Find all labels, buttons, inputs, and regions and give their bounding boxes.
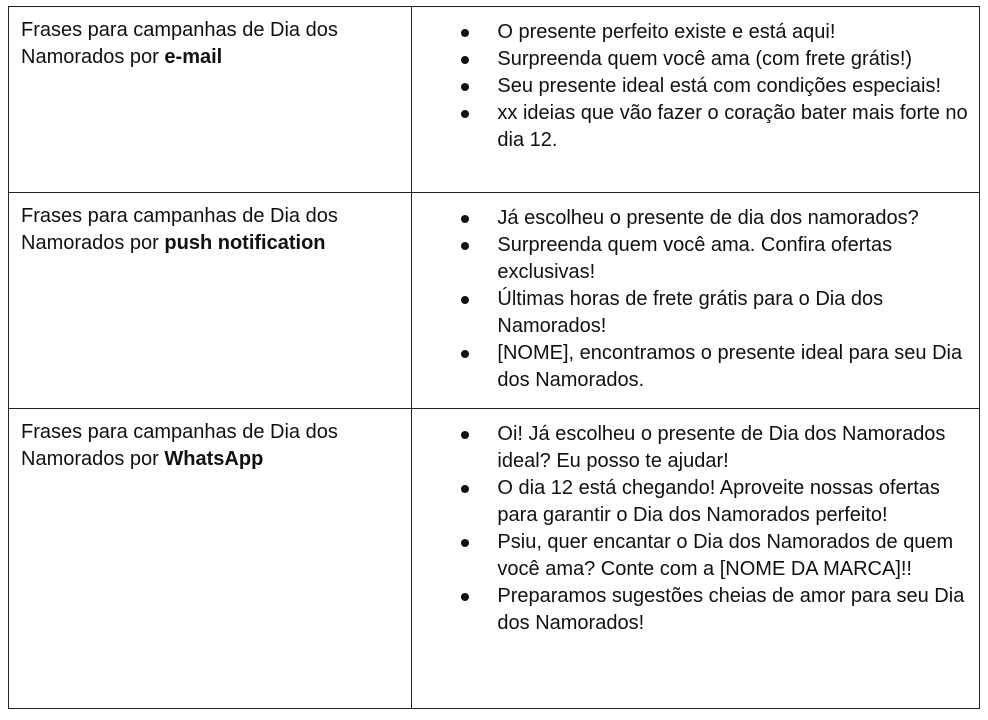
channel-label-cell xyxy=(9,7,412,193)
table-row-push-notification xyxy=(9,193,980,409)
list-item xyxy=(412,286,969,340)
table-row-whatsapp xyxy=(9,409,980,709)
bullet-icon xyxy=(461,350,469,358)
channel-label-cell xyxy=(9,193,412,409)
list-item xyxy=(412,529,969,583)
phrase-list xyxy=(412,421,969,637)
bullet-icon xyxy=(461,431,469,439)
bullet-icon xyxy=(461,83,469,91)
channel-label-text: Frases para campanhas de Dia dos Namorados por xyxy=(21,421,338,470)
phrase-text: Surpreenda quem você ama. Confira ofertas exclusivas! xyxy=(497,234,893,283)
list-item xyxy=(412,475,969,529)
bullet-icon xyxy=(461,29,469,37)
phrase-list xyxy=(412,205,969,394)
channel-label-text: Frases para campanhas de Dia dos Namorados por xyxy=(21,19,338,68)
list-item xyxy=(412,100,969,154)
list-item xyxy=(412,73,969,100)
phrase-text: O presente perfeito existe e está aqui! xyxy=(497,21,836,43)
list-item xyxy=(412,19,969,46)
phrase-list xyxy=(412,19,969,154)
bullet-icon xyxy=(461,215,469,223)
channel-name: e-mail xyxy=(164,46,223,68)
phrase-text: Últimas horas de frete grátis para o Dia dos Namorados! xyxy=(497,288,884,337)
bullet-icon xyxy=(461,485,469,493)
phrases-cell xyxy=(412,193,980,409)
bullet-icon xyxy=(461,296,469,304)
list-item xyxy=(412,205,969,232)
phrase-text: xx ideias que vão fazer o coração bater mais forte no dia 12. xyxy=(497,102,968,151)
channel-label-cell xyxy=(9,409,412,709)
phrase-text: Seu presente ideal está com condições especiais! xyxy=(497,75,941,97)
phrase-text: Preparamos sugestões cheias de amor para seu Dia dos Namorados! xyxy=(497,585,965,634)
phrase-text: Surpreenda quem você ama (com frete grátis!) xyxy=(497,48,913,70)
list-item xyxy=(412,340,969,394)
table-row-email xyxy=(9,7,980,193)
phrase-text: Oi! Já escolheu o presente de Dia dos Namorados ideal? Eu posso te ajudar! xyxy=(497,423,946,472)
bullet-icon xyxy=(461,539,469,547)
phrase-text: Já escolheu o presente de dia dos namorados? xyxy=(497,207,919,229)
phrases-cell xyxy=(412,409,980,709)
phrase-text: [NOME], encontramos o presente ideal para seu Dia dos Namorados. xyxy=(497,342,963,391)
list-item xyxy=(412,421,969,475)
channel-name: push notification xyxy=(164,232,326,254)
bullet-icon xyxy=(461,110,469,118)
channel-label-text: Frases para campanhas de Dia dos Namorados por xyxy=(21,205,338,254)
list-item xyxy=(412,232,969,286)
list-item xyxy=(412,583,969,637)
bullet-icon xyxy=(461,593,469,601)
phrases-cell xyxy=(412,7,980,193)
list-item xyxy=(412,46,969,73)
phrase-text: Psiu, quer encantar o Dia dos Namorados de quem você ama? Conte com a [NOME DA MARCA]!! xyxy=(497,531,954,580)
phrase-text: O dia 12 está chegando! Aproveite nossas ofertas para garantir o Dia dos Namorados perfeito! xyxy=(497,477,940,526)
campaign-phrases-table xyxy=(8,6,980,709)
bullet-icon xyxy=(461,242,469,250)
bullet-icon xyxy=(461,56,469,64)
channel-name: WhatsApp xyxy=(164,448,264,470)
